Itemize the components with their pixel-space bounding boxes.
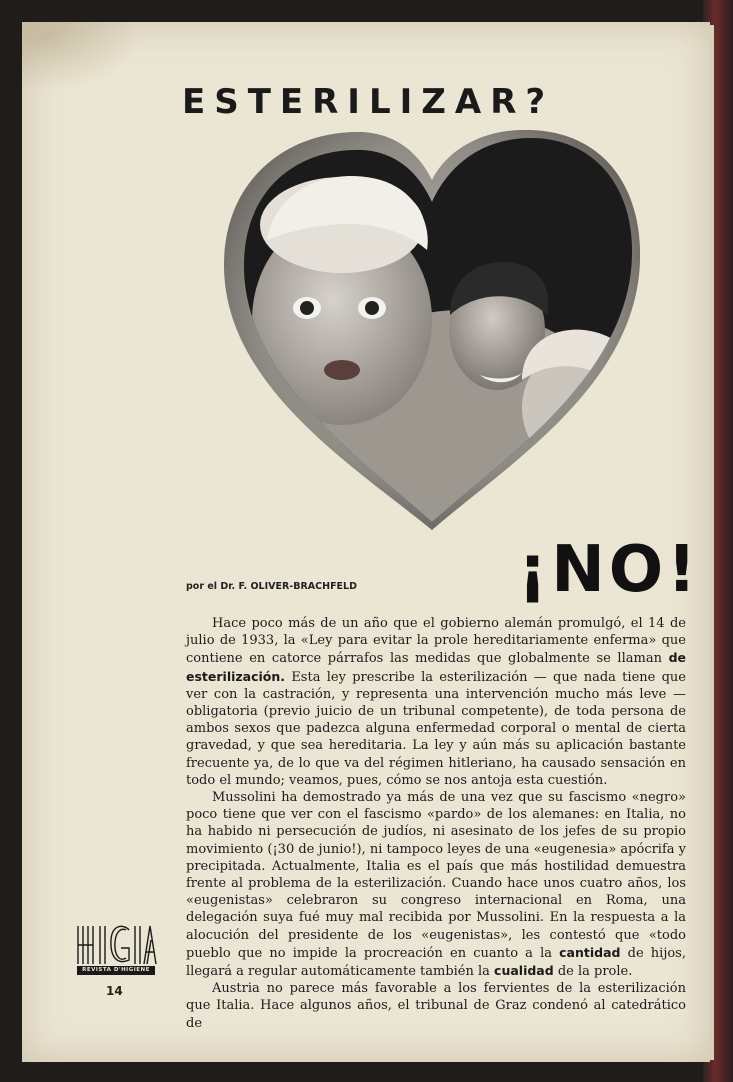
body-paragraph xyxy=(186,615,686,789)
page-number: 14 xyxy=(106,984,123,998)
emphasis-term: de esterilización. xyxy=(186,650,686,684)
emphasis-term: cualidad xyxy=(494,963,554,979)
text-run: Esta ley prescribe la esterilización — que nada tiene que ver con la castración, y representa una intervención mucho más leve — obligatoria (previo juicio de un tribunal competente), de toda persona de ambos sexos que padezca alguna enfermedad corporal o mental de cierta gravedad, y que sea hereditaria. La ley y aún más su aplicación bastante frecuente ya, de lo que va del régimen hitleriano, ha causado sensación en todo el mundo; veamos, pues, cómo se nos antoja esta cuestión. xyxy=(186,669,686,788)
article-title: ESTERILIZAR? xyxy=(182,82,555,122)
body-paragraph xyxy=(186,980,686,1032)
article-answer-headline: ¡NO! xyxy=(518,533,701,607)
emphasis-term: cantidad xyxy=(559,944,621,960)
paper-stain xyxy=(22,22,142,92)
logo-subtitle: REVISTA D'HIGIENE xyxy=(77,966,155,975)
text-run: Mussolini ha demostrado ya más de una vez que su fascismo «negro» poco tiene que ver con el fascismo «pardo» de los alemanes: en Italia, no ha habido ni persecución de judíos, ni asesinato de los jefes de su propio movimiento (¡30 de junio!), ni tampoco leyes de una «eugenesia» apócrifa y precipitada. Actualmente, Italia es el país que más hostilidad demuestra frente al problema de la esterilización. Cuando hace unos cuatro años, los «eugenistas» celebraron su congreso internacional en Roma, una delegación suya fué muy mal recibida por Mussolini. En la respuesta a la alocución del presidente de los «eugenistas», les contestó que «todo pueblo que no impide la procreación en cuanto a la xyxy=(186,790,687,961)
article-body xyxy=(186,615,686,1032)
text-run: de hijos, llegará a regular automáticamente también la xyxy=(186,945,686,980)
text-run: de la prole. xyxy=(553,964,633,980)
heart-photo-illustration xyxy=(222,130,642,535)
author-byline: por el Dr. F. OLIVER-BRACHFELD xyxy=(186,581,357,592)
body-paragraph xyxy=(186,789,686,980)
text-run: Hace poco más de un año que el gobierno alemán promulgó, el 14 de julio de 1933, la «Ley para evitar la prole hereditariamente enferma» que contiene en catorce párrafos las medidas que globalmente se llaman xyxy=(186,616,686,667)
text-run: Austria no parece más favorable a los fervientes de la esterilización que Italia. Hace algunos años, el tribunal de Graz condenó al catedrático de xyxy=(186,981,686,1031)
